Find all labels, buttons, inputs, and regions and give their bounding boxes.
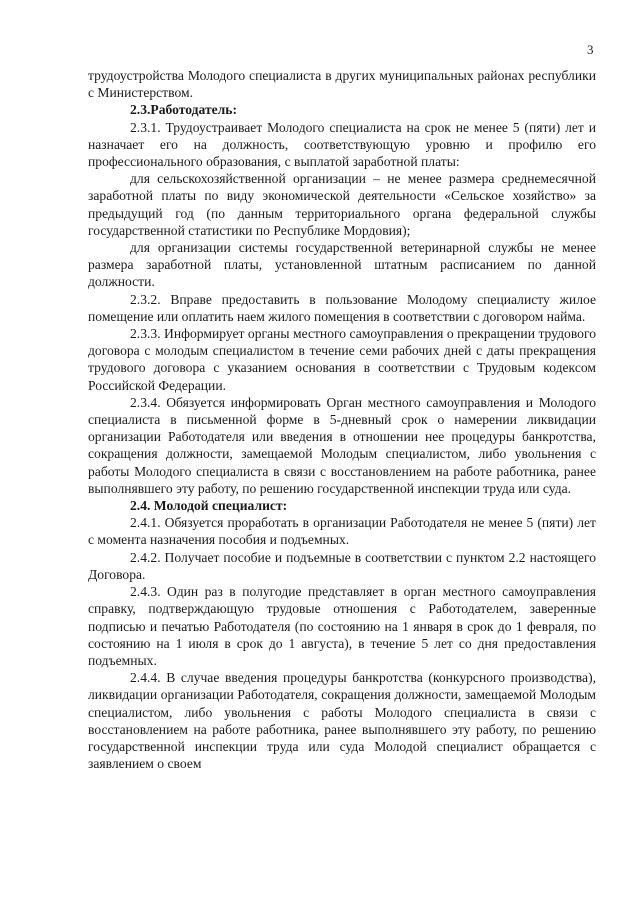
page-number: 3 [587,42,594,57]
paragraph-2-3-2: 2.3.2. Вправе предоставить в пользование Молодому специалисту жилое помещение или оплатить наем жилого помещения в соответствии с договором найма. [88,291,596,324]
paragraph-veterinary-org: для организации системы государственной ветеринарной службы не менее размера заработной платы, установленной штатным расписанием по данной должности. [88,240,596,290]
paragraph-continuation: трудоустройства Молодого специалиста в других муниципальных районах республики с Министерством. [88,68,596,101]
section-heading-employer: 2.3.Работодатель: [130,102,238,118]
paragraph-2-4-1: 2.4.1. Обязуется проработать в организации Работодателя не менее 5 (пяти) лет с момента назначения пособия и подъемных. [88,515,596,548]
paragraph-2-3-4: 2.3.4. Обязуется информировать Орган местного самоуправления и Молодого специалиста в письменной форме в 5-дневный срок о намерении ликвидации организации Работодателя или введения в отношении нее процедуры банкротства, сокращения должности, замещаемой Молодым специалистом, либо увольнения с работы Молодого специалиста в связи с восстановлением на работе работника, ранее выполнявшего эту работу, по решению государственной инспекции труда или суда. [88,394,596,496]
paragraph-2-4-2: 2.4.2. Получает пособие и подъемные в соответствии с пунктом 2.2 настоящего Договора. [88,549,596,582]
paragraph-2-3-1: 2.3.1. Трудоустраивает Молодого специалиста на срок не менее 5 (пяти) лет и назначает его на должность, соответствующую уровню и профилю его профессионального образования, с выплатой заработной платы: [88,119,596,170]
section-heading-young-specialist: 2.4. Молодой специалист: [130,498,288,514]
paragraph-2-4-3: 2.4.3. Один раз в полугодие представляет в орган местного самоуправления справку, подтверждающую трудовые отношения с Работодателем, заверенные подписью и печатью Работодателя (по состоянию на 1 января в срок до 1 февраля, по состоянию на 1 июля в срок до 1 августа), в течение 5 лет со дня предоставления подъемных. [88,584,596,668]
document-body [88,67,596,772]
paragraph-2-3-3: 2.3.3. Информирует органы местного самоуправления о прекращении трудового договора с молодым специалистом в течение семи рабочих дней с даты прекращения трудового договора с указанием основания в соответствии с Трудовым кодексом Российской Федерации. [88,326,596,393]
paragraph-2-4-4: 2.4.4. В случае введения процедуры банкротства (конкурсного производства), ликвидации организации Работодателя, сокращения должности, замещаемой Молодым специалистом, либо увольнения с работы Молодого специалиста в связи с восстановлением на работе работника, ранее выполнявшего эту работу, по решению государственной инспекции труда или суда Молодой специалист обращается с заявлением о своем [88,670,596,772]
paragraph-agricultural-org: для сельскохозяйственной организации – не менее размера среднемесячной заработной платы по виду экономической деятельности «Сельское хозяйство» за предыдущий год (по данным территориального органа федеральной службы государственной статистики по Республике Мордовия); [88,171,596,238]
